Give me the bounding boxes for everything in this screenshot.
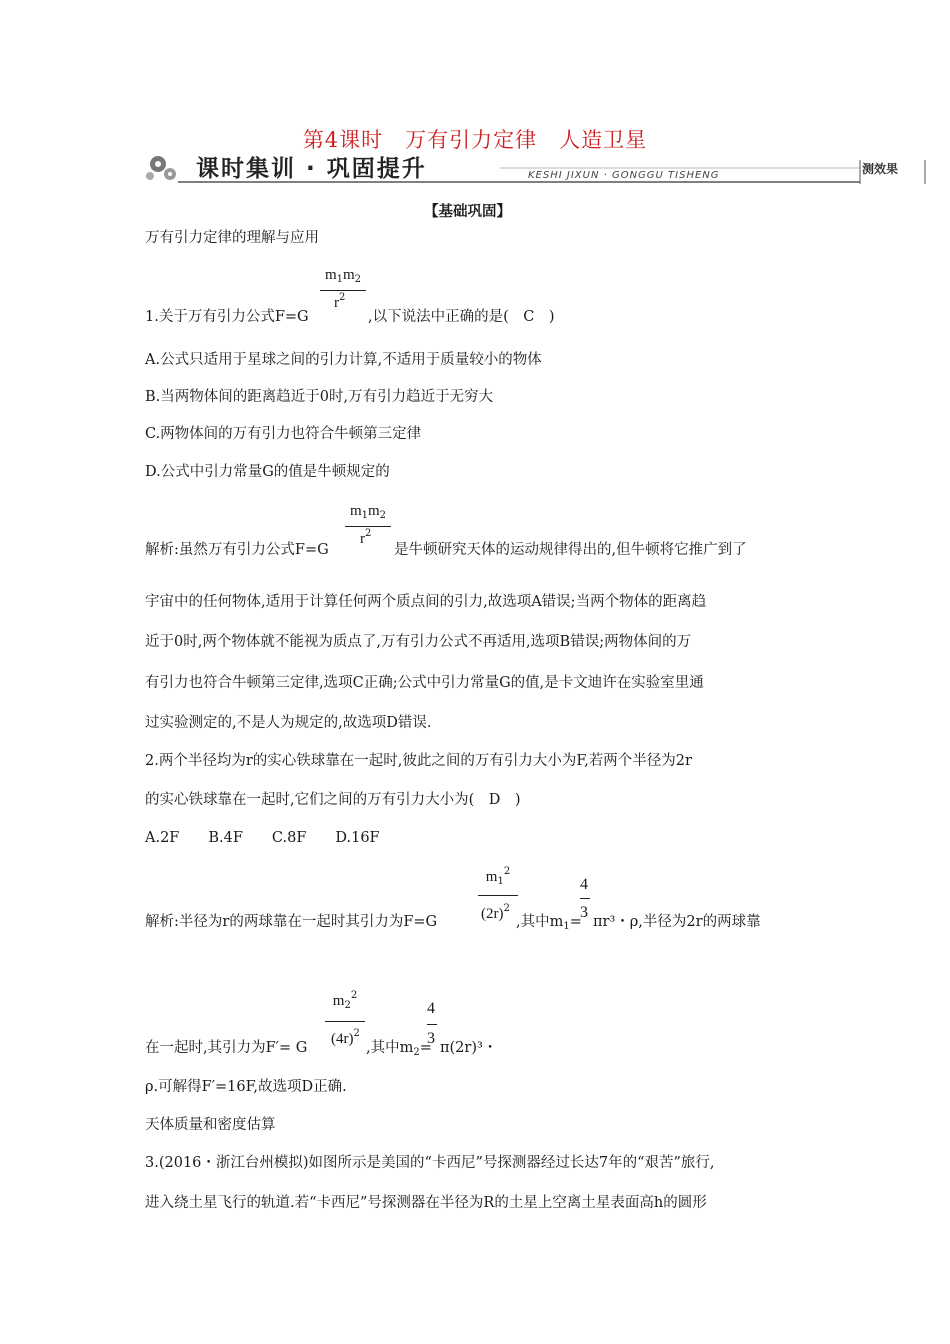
analysis-2-end: πr³・ρ,半径为2r的两球靠 xyxy=(593,914,761,930)
fraction-numerator: $m2^2$ xyxy=(332,990,358,1011)
gear-icon xyxy=(146,156,176,180)
analysis-3-mid: ,其中$m_2=$ xyxy=(366,1040,432,1058)
fraction-denominator: $r^2$ xyxy=(334,292,346,311)
fraction-denominator: 3 xyxy=(427,1030,435,1047)
analysis-1-line: 近于0时,两个物体就不能视为质点了,万有引力公式不再适用,选项B错误;两物体间的万 xyxy=(145,634,692,650)
analysis-2-start: 解析:半径为r的两球靠在一起时其引力为F=G xyxy=(145,914,438,930)
question-2-stem: 的实心铁球靠在一起时,它们之间的万有引力大小为( D ) xyxy=(145,792,521,808)
analysis-2-mid: ,其中$m_1=$ xyxy=(516,914,582,932)
option-a: A.公式只适用于星球之间的引力计算,不适用于质量较小的物体 xyxy=(145,352,542,368)
fraction-numerator: m1m2 xyxy=(324,267,362,285)
fraction-numerator: 4 xyxy=(580,876,588,893)
page-title: 第4课时 万有引力定律 人造卫星 xyxy=(302,128,648,152)
fraction-denominator: $(4r)^2$ xyxy=(331,1028,360,1047)
question-1-stem-start: 1.关于万有引力公式F=G xyxy=(145,309,309,325)
analysis-1-line: 有引力也符合牛顿第三定律,选项C正确;公式中引力常量G的值,是卡文迪许在实验室里通 xyxy=(145,675,704,691)
topic-heading: 天体质量和密度估算 xyxy=(145,1117,276,1133)
question-2-options: A.2F B.4F C.8F D.16F xyxy=(145,830,380,846)
fraction-denominator: $r^2$ xyxy=(360,528,372,547)
option-c: C.两物体间的万有引力也符合牛顿第三定律 xyxy=(145,426,422,442)
question-3-stem: 3.(2016・浙江台州模拟)如图所示是美国的“卡西尼”号探测器经过长达7年的“艰苦”旅行, xyxy=(145,1155,715,1171)
fraction-bar xyxy=(580,898,590,899)
fraction-denominator: 3 xyxy=(580,904,588,921)
fraction-bar xyxy=(325,1021,365,1022)
topic-heading: 万有引力定律的理解与应用 xyxy=(145,230,319,246)
fraction-bar xyxy=(427,1024,437,1025)
fraction-denominator: $(2r)^2$ xyxy=(481,903,510,922)
fraction-numerator: m1m2 xyxy=(349,503,387,521)
question-1-stem-end: ,以下说法中正确的是( C ) xyxy=(368,309,555,325)
fraction-numerator: 4 xyxy=(427,1000,435,1017)
fraction-bar xyxy=(320,290,366,291)
section-heading: 【基础巩固】 xyxy=(424,203,511,220)
fraction-numerator: $m1^2$ xyxy=(485,866,511,887)
analysis-1-end: 是牛顿研究天体的运动规律得出的,但牛顿将它推广到了 xyxy=(394,542,747,558)
analysis-1-line: 宇宙中的任何物体,适用于计算任何两个质点间的引力,故选项A错误;当两个物体的距离趋 xyxy=(145,594,707,610)
fraction-bar xyxy=(345,526,391,527)
banner-title: 课时集训 · 巩固提升 xyxy=(196,156,427,182)
question-2-stem: 2.两个半径均为r的实心铁球靠在一起时,彼此之间的万有引力大小为F,若两个半径为2r xyxy=(145,753,692,769)
option-b: B.当两物体间的距离趋近于0时,万有引力趋近于无穷大 xyxy=(145,389,494,405)
banner-subtitle: KESHI JIXUN · GONGGU TISHENG xyxy=(528,170,720,181)
analysis-3-end: π(2r)³・ xyxy=(440,1040,498,1056)
fraction-bar xyxy=(478,895,518,896)
analysis-4: ρ.可解得F′=16F,故选项D正确. xyxy=(145,1079,347,1095)
analysis-1-line: 过实验测定的,不是人为规定的,故选项D错误. xyxy=(145,715,432,731)
analysis-3-start: 在一起时,其引力为F′= G xyxy=(145,1040,308,1056)
banner-right-label: 测效果 xyxy=(862,162,899,176)
analysis-1-start: 解析:虽然万有引力公式F=G xyxy=(145,542,329,558)
option-d: D.公式中引力常量G的值是牛顿规定的 xyxy=(145,464,390,480)
question-3-stem: 进入绕土星飞行的轨道.若“卡西尼”号探测器在半径为R的土星上空离土星表面高h的圆形 xyxy=(145,1195,707,1211)
